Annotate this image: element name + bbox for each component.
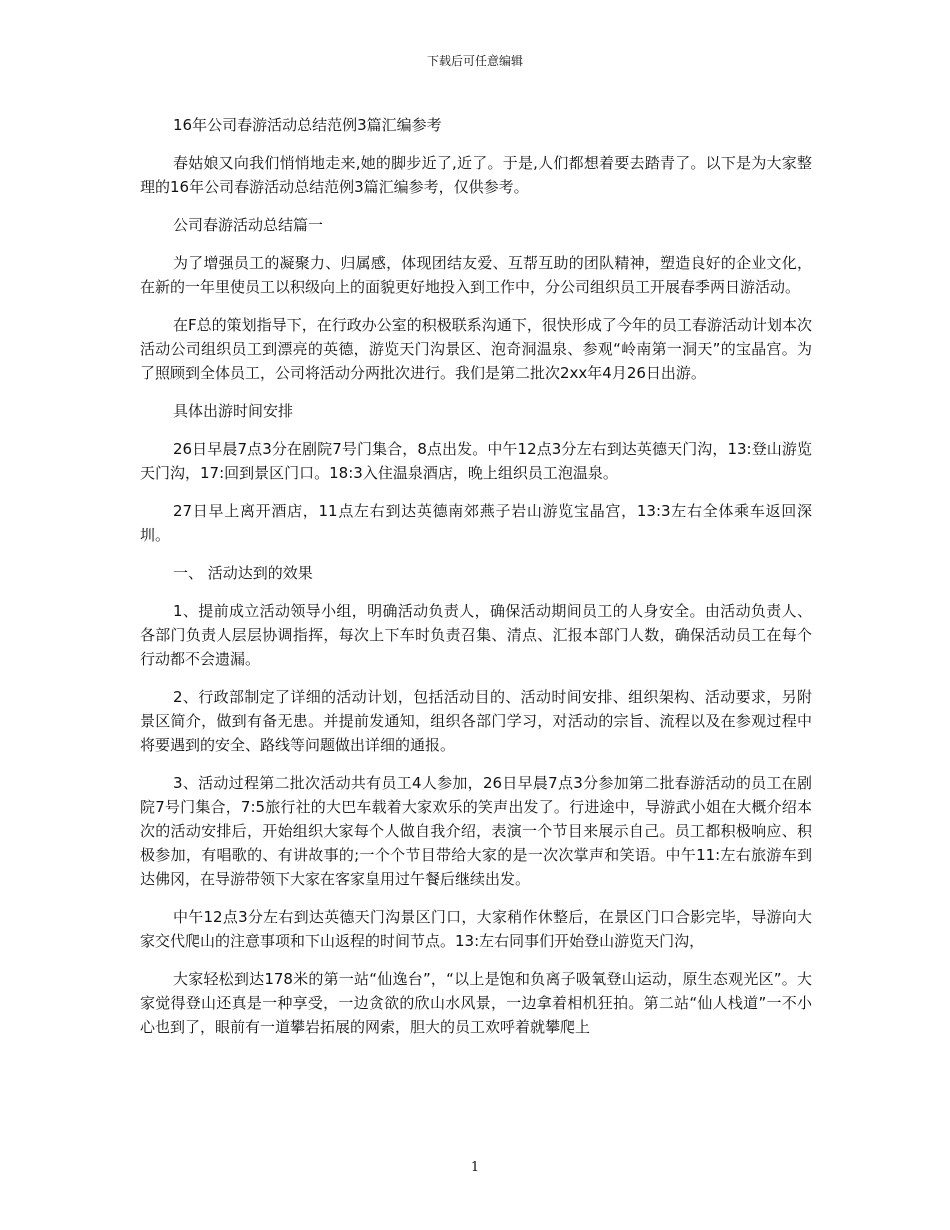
paragraph-planning: 在F总的策划指导下，在行政办公室的积极联系沟通下，很快形成了今年的员工春游活动计划本次活动公司组织员工到漂亮的英德，游览天门沟景区、泡奇洞温泉、参观“岭南第一洞天”的宝晶宫。为了照顾到全体员工，公司将活动分两批次进行。我们是第二批次2xx年4月26日出游。 [140, 316, 812, 382]
paragraph-point-one: 1、提前成立活动领导小组，明确活动负责人，确保活动期间员工的人身安全。由活动负责人、各部门负责人层层协调指挥，每次上下车时负责召集、清点、汇报本部门人数，确保活动员工在每个行动都不会遗漏。 [140, 602, 812, 668]
paragraph-intro: 春姑娘又向我们悄悄地走来,她的脚步近了,近了。于是,人们都想着要去踏青了。以下是为大家整理的16年公司春游活动总结范例3篇汇编参考，仅供参考。 [140, 154, 812, 196]
paragraph-day-one: 26日早晨7点3分在剧院7号门集合，8点出发。中午12点3分左右到达英德天门沟，13:登山游览天门沟，17:回到景区门口。18:3入住温泉酒店，晚上组织员工泡温泉。 [140, 440, 812, 482]
document-body [140, 113, 812, 1053]
paragraph-day-two: 27日早上离开酒店，11点左右到达英德南郊燕子岩山游览宝晶宫，13:3左右全体乘车返回深圳。 [140, 502, 812, 544]
paragraph-purpose: 为了增强员工的凝聚力、归属感，体现团结友爱、互帮互助的团队精神，塑造良好的企业文化，在新的一年里使员工以积级向上的面貌更好地投入到工作中，分公司组织员工开展春季两日游活动。 [140, 254, 812, 296]
paragraph-point-two: 2、行政部制定了详细的活动计划，包括活动目的、活动时间安排、组织架构、活动要求，另附景区简介，做到有备无患。并提前发通知，组织各部门学习，对活动的宗旨、流程以及在参观过程中将要遇到的安全、路线等问题做出详细的通报。 [140, 688, 812, 754]
paragraph-arrival: 中午12点3分左右到达英德天门沟景区门口，大家稍作休整后，在景区门口合影完毕，导游向大家交代爬山的注意事项和下山返程的时间节点。13:左右同事们开始登山游览天门沟， [140, 908, 812, 950]
page-header: 下载后可任意编辑 [426, 54, 523, 68]
section-heading-effects: 一、 活动达到的效果 [173, 564, 313, 582]
section-heading-part-one: 公司春游活动总结篇一 [173, 216, 324, 234]
paragraph-point-three: 3、活动过程第二批次活动共有员工4人参加，26日早晨7点3分参加第二批春游活动的员工在剧院7号门集合，7:5旅行社的大巴车载着大家欢乐的笑声出发了。行进途中，导游武小姐在大概介绍本次的活动安排后，开始组织大家每个人做自我介绍，表演一个节目来展示自己。员工都积极响应、积极参加，有唱歌的、有讲故事的;一个个节目带给大家的是一次次掌声和笑语。中午11:左右旅游车到达佛冈，在导游带领下大家在客家皇用过午餐后继续出发。 [140, 774, 812, 888]
paragraph-climbing: 大家轻松到达178米的第一站“仙逸台”，“以上是饱和负离子吸氧登山运动，原生态观光区”。大家觉得登山还真是一种享受，一边贪欲的欣山水风景，一边拿着相机狂拍。第二站“仙人栈道”一不小心也到了，眼前有一道攀岩拓展的网索，胆大的员工欢呼着就攀爬上 [140, 970, 812, 1036]
page-number: 1 [470, 1160, 480, 1175]
document-title: 16年公司春游活动总结范例3篇汇编参考 [173, 116, 442, 134]
section-heading-schedule: 具体出游时间安排 [173, 402, 294, 420]
